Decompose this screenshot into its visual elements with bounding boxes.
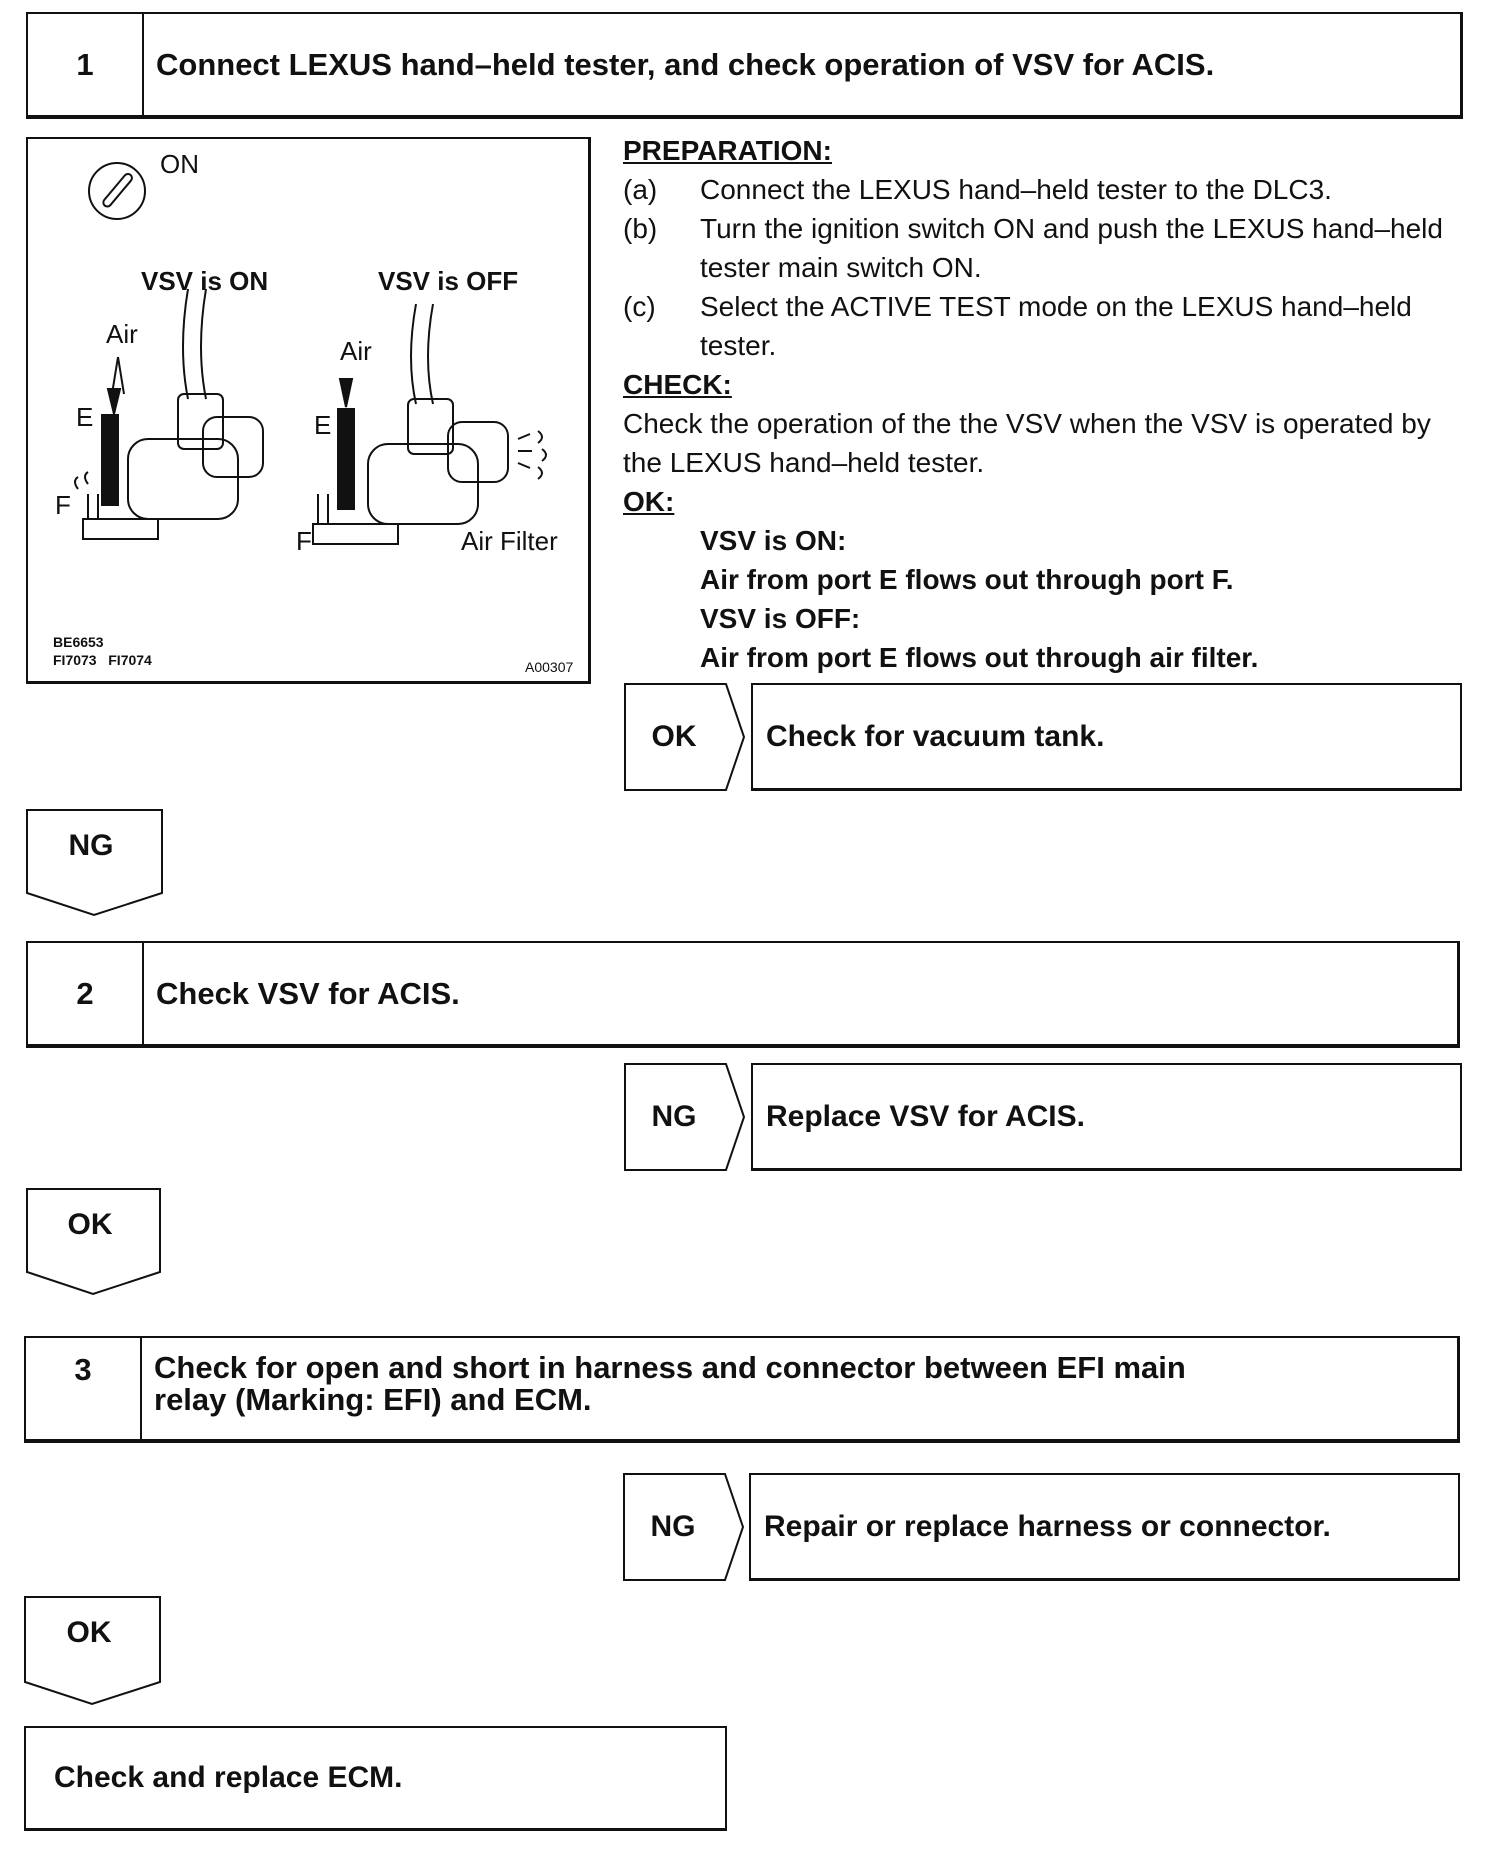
step-number: 1	[28, 14, 144, 115]
ok-down-arrow-icon	[24, 1596, 164, 1706]
step-title: Check for open and short in harness and connector between EFI main relay (Marking: EFI) and ECM.	[154, 1350, 1186, 1417]
port-e-left: E	[76, 402, 94, 432]
branch-2-label: OK	[67, 1208, 113, 1241]
port-e-right: E	[314, 410, 332, 440]
instructions	[623, 131, 1468, 677]
ng-down-arrow-icon	[26, 809, 166, 917]
ok-down-arrow-icon	[26, 1188, 166, 1296]
branch-1-label: NG	[68, 829, 114, 862]
result-3-label: NG	[650, 1510, 696, 1543]
step-title: Check VSV for ACIS.	[156, 975, 460, 1011]
vsv-illustration	[26, 137, 591, 684]
step-3-box	[24, 1336, 1460, 1443]
air-label-left: Air	[106, 319, 138, 349]
preparation-heading: PREPARATION:	[623, 135, 832, 166]
ignition-switch-icon	[89, 163, 145, 219]
air-label-right: Air	[340, 336, 372, 366]
ignition-on-label: ON	[160, 149, 199, 179]
figure-code: BE6653	[53, 634, 104, 650]
step-title: Connect LEXUS hand–held tester, and check operation of VSV for ACIS.	[156, 46, 1215, 82]
result-1-label: OK	[651, 720, 697, 753]
ok-line: VSV is ON:	[700, 525, 847, 556]
figure-ref: A00307	[525, 659, 574, 675]
step-2-box	[26, 941, 1460, 1048]
vsv-off-title: VSV is OFF	[378, 266, 519, 296]
prep-item: (c) Select the ACTIVE TEST mode on the LEXUS hand–held tester.	[623, 291, 1412, 361]
check-heading: CHECK:	[623, 369, 732, 400]
air-filter-label: Air Filter	[461, 526, 558, 556]
result-2-label: NG	[651, 1100, 697, 1133]
check-text: Check the operation of the the VSV when the VSV is operated by the LEXUS hand–held tester.	[623, 408, 1431, 478]
prep-item: (a) Connect the LEXUS hand–held tester to the DLC3.	[623, 174, 1332, 205]
step-1-box	[26, 12, 1463, 119]
figure-code: FI7073 FI7074	[53, 652, 152, 668]
result-1-box: Check for vacuum tank.	[751, 683, 1462, 791]
ok-line: VSV is OFF:	[700, 603, 861, 634]
result-2-box: Replace VSV for ACIS.	[751, 1063, 1462, 1171]
branch-3-label: OK	[66, 1616, 112, 1649]
ok-line: Air from port E flows out through air filter.	[700, 642, 1259, 673]
prep-item: (b) Turn the ignition switch ON and push the LEXUS hand–held tester main switch ON.	[623, 213, 1443, 283]
port-f-left: F	[55, 490, 71, 520]
vsv-on-title: VSV is ON	[141, 266, 269, 296]
ok-line: Air from port E flows out through port F.	[700, 564, 1234, 595]
final-action-box: Check and replace ECM.	[24, 1726, 727, 1831]
step-number: 2	[28, 943, 144, 1044]
ok-heading: OK:	[623, 486, 675, 517]
vsv-drawing	[28, 139, 588, 679]
port-f-right: F	[296, 526, 312, 556]
step-number: 3	[26, 1338, 142, 1439]
vsv-on-valve-icon	[75, 289, 263, 539]
result-3-box: Repair or replace harness or connector.	[749, 1473, 1460, 1581]
